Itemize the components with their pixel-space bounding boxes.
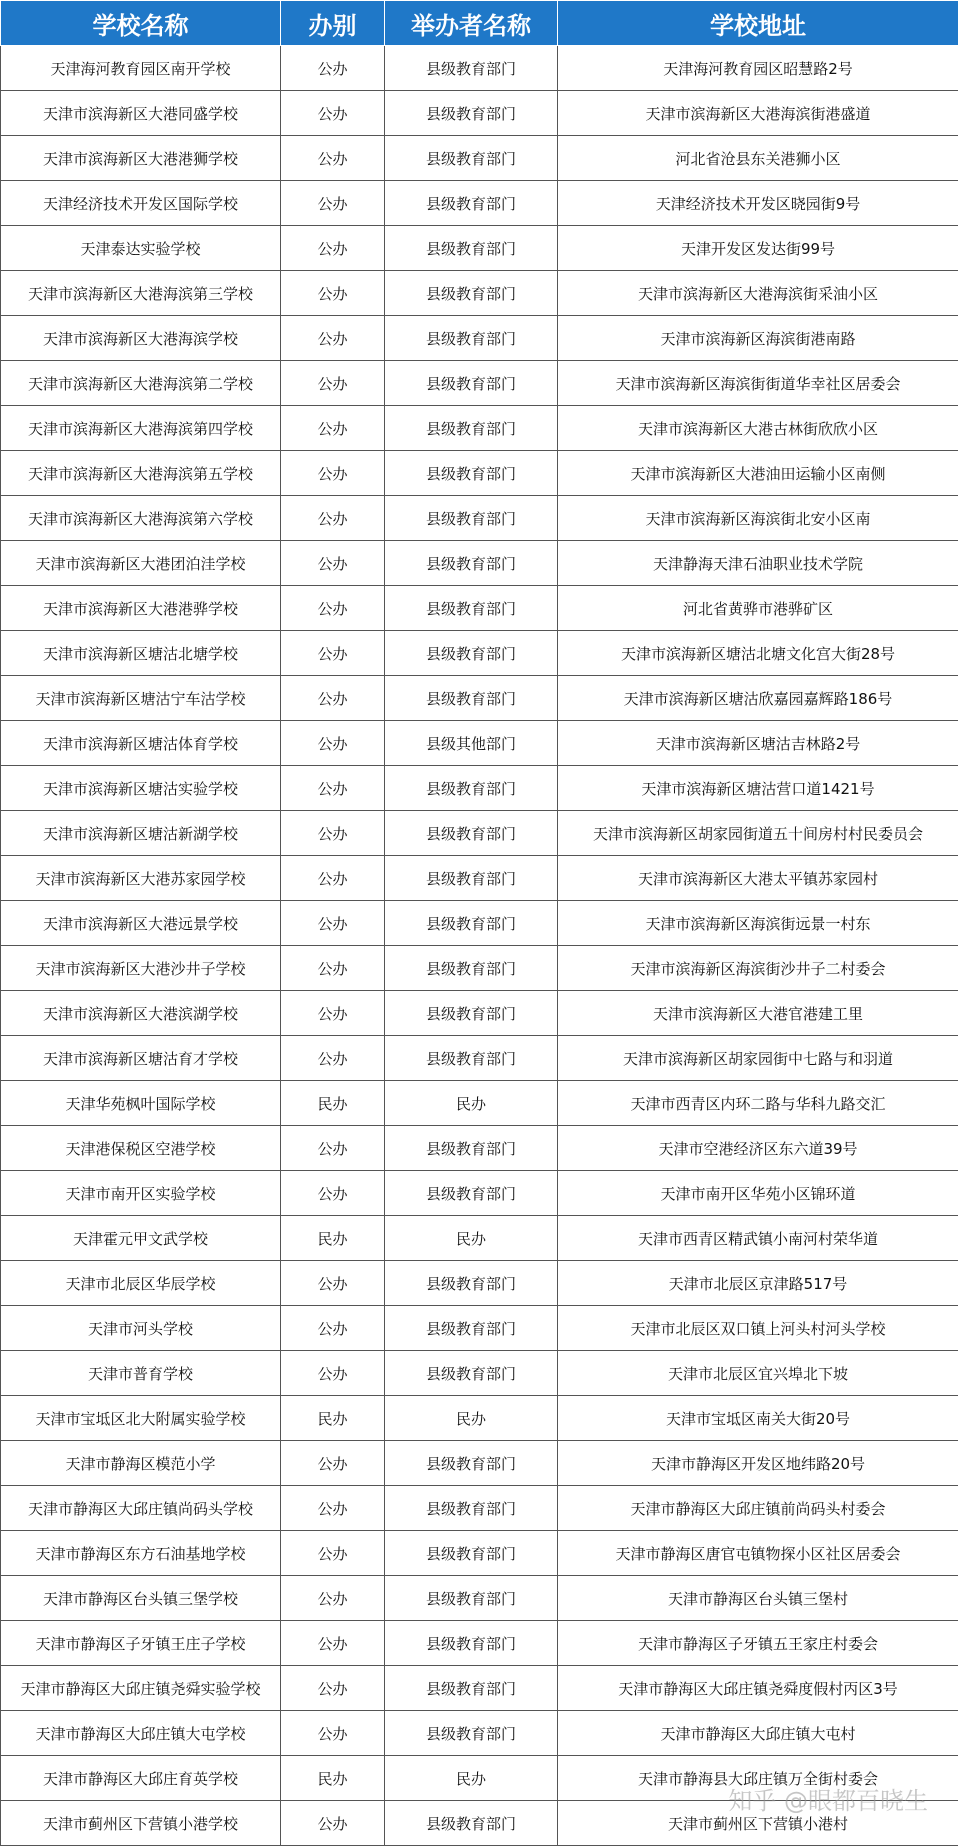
cell-school-name: 天津市滨海新区大港港骅学校 [1, 586, 281, 631]
table-row [1, 226, 958, 271]
cell-address: 天津市滨海新区海滨街北安小区南 [558, 496, 958, 541]
cell-school-name: 天津市南开区实验学校 [1, 1171, 281, 1216]
cell-sponsor: 县级教育部门 [385, 1666, 558, 1711]
table-row [1, 901, 958, 946]
table-row [1, 1306, 958, 1351]
header-address: 学校地址 [558, 1, 958, 46]
watermark: 知乎 @眼都百晓生 [728, 1787, 928, 1815]
cell-sponsor: 县级教育部门 [385, 1126, 558, 1171]
cell-school-type: 民办 [281, 1081, 385, 1126]
table-row [1, 1756, 958, 1801]
cell-school-type: 公办 [281, 406, 385, 451]
cell-school-name: 天津市滨海新区塘沽体育学校 [1, 721, 281, 766]
cell-sponsor: 县级教育部门 [385, 181, 558, 226]
cell-address: 天津市静海区唐官屯镇物探小区社区居委会 [558, 1531, 958, 1576]
cell-school-type: 公办 [281, 631, 385, 676]
cell-sponsor: 县级教育部门 [385, 271, 558, 316]
table-row [1, 1711, 958, 1756]
cell-sponsor: 县级教育部门 [385, 1711, 558, 1756]
cell-school-name: 天津市滨海新区塘沽新湖学校 [1, 811, 281, 856]
table-row [1, 361, 958, 406]
table-row [1, 1486, 958, 1531]
table-row [1, 1081, 958, 1126]
cell-school-type: 公办 [281, 46, 385, 91]
table-row [1, 676, 958, 721]
table-row [1, 271, 958, 316]
cell-school-name: 天津市滨海新区大港团泊洼学校 [1, 541, 281, 586]
table-row [1, 541, 958, 586]
cell-school-type: 公办 [281, 316, 385, 361]
cell-address: 天津市北辰区京津路517号 [558, 1261, 958, 1306]
cell-school-type: 公办 [281, 1126, 385, 1171]
table-row [1, 1261, 958, 1306]
cell-address: 天津经济技术开发区晓园街9号 [558, 181, 958, 226]
table-row [1, 1576, 958, 1621]
cell-school-name: 天津经济技术开发区国际学校 [1, 181, 281, 226]
cell-address: 天津市滨海新区大港古林街欣欣小区 [558, 406, 958, 451]
cell-school-type: 公办 [281, 766, 385, 811]
cell-school-type: 公办 [281, 496, 385, 541]
cell-address: 天津市滨海新区大港海滨街采油小区 [558, 271, 958, 316]
cell-sponsor: 县级教育部门 [385, 1486, 558, 1531]
cell-school-type: 公办 [281, 91, 385, 136]
table-row [1, 1396, 958, 1441]
cell-school-type: 民办 [281, 1396, 385, 1441]
cell-address: 天津市滨海新区大港海滨街港盛道 [558, 91, 958, 136]
cell-address: 天津市静海区大邱庄镇尧舜度假村丙区3号 [558, 1666, 958, 1711]
table-row [1, 586, 958, 631]
cell-address: 天津开发区发达街99号 [558, 226, 958, 271]
table-row [1, 1351, 958, 1396]
cell-address: 天津市滨海新区塘沽吉林路2号 [558, 721, 958, 766]
cell-school-name: 天津市静海区大邱庄育英学校 [1, 1756, 281, 1801]
cell-address: 天津市空港经济区东六道39号 [558, 1126, 958, 1171]
cell-address: 天津静海天津石油职业技术学院 [558, 541, 958, 586]
cell-address: 天津市西青区内环二路与华科九路交汇 [558, 1081, 958, 1126]
cell-school-name: 天津市滨海新区大港港狮学校 [1, 136, 281, 181]
cell-school-type: 公办 [281, 1306, 385, 1351]
cell-sponsor: 县级教育部门 [385, 1531, 558, 1576]
table-body [1, 46, 958, 1846]
cell-sponsor: 县级教育部门 [385, 46, 558, 91]
table-row [1, 1666, 958, 1711]
cell-school-type: 公办 [281, 1711, 385, 1756]
cell-school-name: 天津市滨海新区塘沽实验学校 [1, 766, 281, 811]
cell-sponsor: 县级教育部门 [385, 361, 558, 406]
header-school-name: 学校名称 [1, 1, 281, 46]
cell-school-name: 天津市滨海新区大港海滨第二学校 [1, 361, 281, 406]
cell-address: 天津市滨海新区大港官港建工里 [558, 991, 958, 1036]
cell-address: 天津市滨海新区胡家园街道五十间房村村民委员会 [558, 811, 958, 856]
cell-sponsor: 县级教育部门 [385, 1576, 558, 1621]
table-header-row [1, 1, 958, 46]
cell-school-name: 天津市滨海新区大港海滨学校 [1, 316, 281, 361]
cell-address: 天津市西青区精武镇小南河村荣华道 [558, 1216, 958, 1261]
cell-school-type: 公办 [281, 1486, 385, 1531]
cell-address: 河北省黄骅市港骅矿区 [558, 586, 958, 631]
cell-school-name: 天津市滨海新区大港海滨第六学校 [1, 496, 281, 541]
cell-school-name: 天津市静海区模范小学 [1, 1441, 281, 1486]
cell-sponsor: 民办 [385, 1081, 558, 1126]
cell-sponsor: 县级教育部门 [385, 541, 558, 586]
table-row [1, 136, 958, 181]
cell-school-name: 天津市滨海新区塘沽育才学校 [1, 1036, 281, 1081]
cell-school-name: 天津市滨海新区大港海滨第五学校 [1, 451, 281, 496]
cell-school-type: 公办 [281, 1531, 385, 1576]
table-row [1, 496, 958, 541]
cell-school-type: 公办 [281, 1441, 385, 1486]
cell-school-type: 公办 [281, 451, 385, 496]
cell-school-type: 公办 [281, 361, 385, 406]
cell-school-name: 天津市静海区大邱庄镇尧舜实验学校 [1, 1666, 281, 1711]
table-row [1, 1036, 958, 1081]
cell-address: 天津市北辰区双口镇上河头村河头学校 [558, 1306, 958, 1351]
cell-sponsor: 民办 [385, 1756, 558, 1801]
cell-school-name: 天津市北辰区华辰学校 [1, 1261, 281, 1306]
cell-school-type: 公办 [281, 1351, 385, 1396]
cell-sponsor: 县级教育部门 [385, 901, 558, 946]
cell-sponsor: 民办 [385, 1216, 558, 1261]
cell-school-type: 公办 [281, 991, 385, 1036]
cell-school-type: 公办 [281, 901, 385, 946]
cell-sponsor: 县级教育部门 [385, 946, 558, 991]
cell-address: 天津市南开区华苑小区锦环道 [558, 1171, 958, 1216]
cell-school-type: 公办 [281, 676, 385, 721]
cell-sponsor: 县级教育部门 [385, 91, 558, 136]
cell-sponsor: 县级教育部门 [385, 676, 558, 721]
cell-school-type: 公办 [281, 1801, 385, 1846]
cell-address: 天津市滨海新区海滨街街道华幸社区居委会 [558, 361, 958, 406]
cell-school-type: 公办 [281, 856, 385, 901]
cell-address: 天津市滨海新区塘沽欣嘉园嘉辉路186号 [558, 676, 958, 721]
cell-school-type: 公办 [281, 1171, 385, 1216]
cell-school-name: 天津华苑枫叶国际学校 [1, 1081, 281, 1126]
cell-sponsor: 县级教育部门 [385, 991, 558, 1036]
cell-sponsor: 县级教育部门 [385, 586, 558, 631]
cell-school-name: 天津市滨海新区塘沽北塘学校 [1, 631, 281, 676]
table-row [1, 766, 958, 811]
cell-sponsor: 县级教育部门 [385, 1351, 558, 1396]
cell-school-name: 天津市滨海新区大港苏家园学校 [1, 856, 281, 901]
cell-address: 天津市滨海新区大港太平镇苏家园村 [558, 856, 958, 901]
table-row [1, 181, 958, 226]
cell-address: 天津市静海区子牙镇五王家庄村委会 [558, 1621, 958, 1666]
cell-address: 天津市滨海新区塘沽北塘文化宫大街28号 [558, 631, 958, 676]
cell-school-name: 天津市静海区大邱庄镇尚码头学校 [1, 1486, 281, 1531]
cell-school-name: 天津市滨海新区大港滨湖学校 [1, 991, 281, 1036]
cell-sponsor: 县级教育部门 [385, 316, 558, 361]
cell-address: 天津市静海区大邱庄镇前尚码头村委会 [558, 1486, 958, 1531]
cell-school-type: 公办 [281, 1666, 385, 1711]
cell-school-name: 天津港保税区空港学校 [1, 1126, 281, 1171]
cell-school-type: 公办 [281, 721, 385, 766]
cell-school-type: 公办 [281, 541, 385, 586]
cell-address: 天津市滨海新区海滨街沙井子二村委会 [558, 946, 958, 991]
table-row [1, 1126, 958, 1171]
cell-school-name: 天津市滨海新区大港海滨第三学校 [1, 271, 281, 316]
cell-address: 天津市静海区开发区地纬路20号 [558, 1441, 958, 1486]
cell-school-name: 天津市河头学校 [1, 1306, 281, 1351]
table-row [1, 1171, 958, 1216]
cell-sponsor: 县级其他部门 [385, 721, 558, 766]
table-row [1, 946, 958, 991]
table-row [1, 991, 958, 1036]
table-row [1, 451, 958, 496]
cell-sponsor: 县级教育部门 [385, 1036, 558, 1081]
cell-school-type: 公办 [281, 946, 385, 991]
cell-school-type: 公办 [281, 1576, 385, 1621]
header-school-type: 办别 [281, 1, 385, 46]
table-row [1, 1441, 958, 1486]
cell-school-type: 公办 [281, 136, 385, 181]
cell-school-name: 天津市蓟州区下营镇小港学校 [1, 1801, 281, 1846]
table-row [1, 1216, 958, 1261]
cell-address: 天津市北辰区宜兴埠北下坡 [558, 1351, 958, 1396]
cell-school-type: 公办 [281, 271, 385, 316]
header-sponsor: 举办者名称 [385, 1, 558, 46]
cell-sponsor: 县级教育部门 [385, 1261, 558, 1306]
cell-address: 天津市蓟州区下营镇小港村 [558, 1801, 958, 1846]
cell-address: 天津市静海区台头镇三堡村 [558, 1576, 958, 1621]
cell-school-name: 天津市普育学校 [1, 1351, 281, 1396]
cell-address: 河北省沧县东关港狮小区 [558, 136, 958, 181]
cell-school-name: 天津市静海区东方石油基地学校 [1, 1531, 281, 1576]
table-row [1, 811, 958, 856]
cell-sponsor: 县级教育部门 [385, 811, 558, 856]
table-row [1, 91, 958, 136]
cell-address: 天津市宝坻区南关大街20号 [558, 1396, 958, 1441]
cell-school-name: 天津市静海区子牙镇王庄子学校 [1, 1621, 281, 1666]
cell-school-name: 天津市宝坻区北大附属实验学校 [1, 1396, 281, 1441]
cell-address: 天津市滨海新区海滨街远景一村东 [558, 901, 958, 946]
cell-school-name: 天津市滨海新区大港海滨第四学校 [1, 406, 281, 451]
cell-sponsor: 县级教育部门 [385, 1621, 558, 1666]
cell-sponsor: 民办 [385, 1396, 558, 1441]
table-row [1, 1621, 958, 1666]
cell-address: 天津市滨海新区塘沽营口道1421号 [558, 766, 958, 811]
cell-school-type: 公办 [281, 181, 385, 226]
cell-school-type: 公办 [281, 226, 385, 271]
cell-address: 天津市滨海新区胡家园街中七路与和羽道 [558, 1036, 958, 1081]
cell-sponsor: 县级教育部门 [385, 1801, 558, 1846]
cell-sponsor: 县级教育部门 [385, 1441, 558, 1486]
table-row [1, 721, 958, 766]
table-row [1, 631, 958, 676]
cell-sponsor: 县级教育部门 [385, 766, 558, 811]
cell-school-name: 天津海河教育园区南开学校 [1, 46, 281, 91]
cell-sponsor: 县级教育部门 [385, 1306, 558, 1351]
cell-school-name: 天津霍元甲文武学校 [1, 1216, 281, 1261]
cell-school-name: 天津市滨海新区塘沽宁车沽学校 [1, 676, 281, 721]
cell-address: 天津市静海区大邱庄镇大屯村 [558, 1711, 958, 1756]
cell-sponsor: 县级教育部门 [385, 451, 558, 496]
cell-school-name: 天津市静海区台头镇三堡学校 [1, 1576, 281, 1621]
cell-address: 天津市静海县大邱庄镇万全街村委会 [558, 1756, 958, 1801]
cell-sponsor: 县级教育部门 [385, 856, 558, 901]
table-row [1, 406, 958, 451]
cell-sponsor: 县级教育部门 [385, 631, 558, 676]
cell-address: 天津市滨海新区大港油田运输小区南侧 [558, 451, 958, 496]
cell-school-type: 民办 [281, 1216, 385, 1261]
cell-sponsor: 县级教育部门 [385, 1171, 558, 1216]
table-row [1, 46, 958, 91]
cell-sponsor: 县级教育部门 [385, 136, 558, 181]
cell-school-name: 天津市静海区大邱庄镇大屯学校 [1, 1711, 281, 1756]
table-row [1, 316, 958, 361]
cell-sponsor: 县级教育部门 [385, 226, 558, 271]
cell-school-name: 天津市滨海新区大港同盛学校 [1, 91, 281, 136]
cell-sponsor: 县级教育部门 [385, 406, 558, 451]
cell-school-type: 公办 [281, 1261, 385, 1306]
cell-address: 天津海河教育园区昭慧路2号 [558, 46, 958, 91]
cell-school-type: 公办 [281, 1621, 385, 1666]
cell-school-name: 天津市滨海新区大港远景学校 [1, 901, 281, 946]
cell-school-name: 天津泰达实验学校 [1, 226, 281, 271]
cell-sponsor: 县级教育部门 [385, 496, 558, 541]
cell-school-name: 天津市滨海新区大港沙井子学校 [1, 946, 281, 991]
table-row [1, 1531, 958, 1576]
cell-address: 天津市滨海新区海滨街港南路 [558, 316, 958, 361]
cell-school-type: 民办 [281, 1756, 385, 1801]
table-row [1, 1801, 958, 1846]
table-row [1, 856, 958, 901]
cell-school-type: 公办 [281, 1036, 385, 1081]
cell-school-type: 公办 [281, 586, 385, 631]
cell-school-type: 公办 [281, 811, 385, 856]
